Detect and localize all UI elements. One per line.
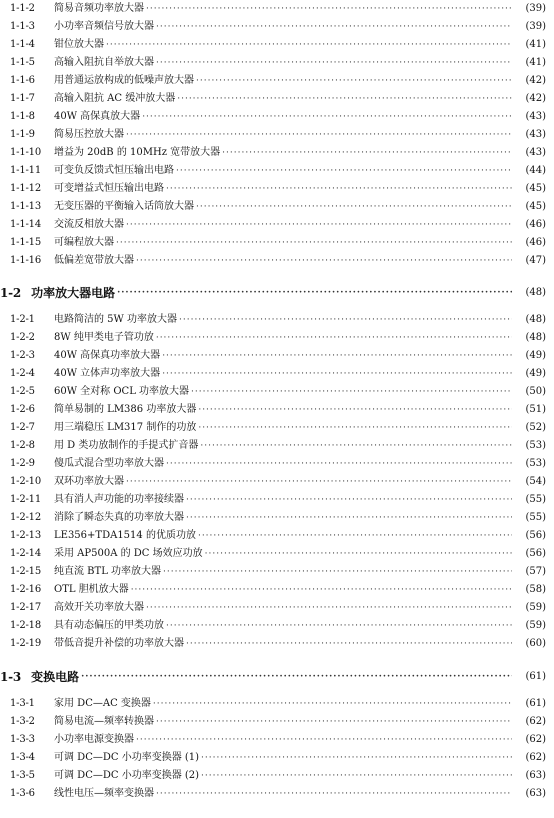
entry-number: 1-2-12 [10,512,42,523]
entry-title: 交流反相放大器 [54,219,124,230]
entry-number: 1-1-13 [10,201,42,212]
leader-dots [191,383,512,401]
toc-entry[interactable] [0,198,554,216]
leader-dots [116,234,512,252]
toc-entry[interactable] [0,509,554,527]
entry-page: (42) [525,93,546,104]
entry-page: (60) [525,638,546,649]
entry-title: 带低音提升补偿的功率放大器 [54,638,184,649]
entry-page: (43) [525,111,546,122]
leader-dots [179,311,512,329]
leader-dots [162,347,512,365]
entry-page: (52) [525,422,546,433]
toc-entry[interactable] [0,731,554,749]
entry-page: (41) [525,39,546,50]
entry-number: 1-1-11 [10,165,42,176]
leader-dots [146,0,512,18]
entry-number: 1-1-5 [10,57,35,68]
entry-number: 1-2-19 [10,638,42,649]
section-number: 1-3 [0,670,22,684]
section-page: (61) [525,671,546,682]
entry-number: 1-2-17 [10,602,42,613]
entry-title: 高输入阻抗 AC 缓冲放大器 [54,93,176,104]
entry-number: 1-1-14 [10,219,42,230]
entry-title: 可调 DC—DC 小功率变换器 (2) [54,770,200,781]
entry-number: 1-2-9 [10,458,35,469]
entry-page: (41) [525,57,546,68]
entry-page: (62) [525,734,546,745]
leader-dots [177,90,512,108]
entry-page: (49) [525,368,546,379]
toc-entry[interactable] [0,419,554,437]
leader-dots [198,401,512,419]
toc-entry[interactable] [0,617,554,635]
leader-dots [106,36,512,54]
toc-entry[interactable] [0,144,554,162]
entry-number: 1-2-3 [10,350,35,361]
entry-title: 线性电压—频率变换器 [54,788,154,799]
leader-dots [131,581,512,599]
entry-page: (49) [525,350,546,361]
entry-title: 40W 高保真放大器 [54,111,141,122]
entry-page: (39) [525,3,546,14]
toc-entry[interactable] [0,695,554,713]
entry-title: 采用 AP500A 的 DC 场效应功放 [54,548,203,559]
entry-title: 消除了瞬态失真的功率放大器 [54,512,184,523]
leader-dots [196,198,512,216]
entry-number: 1-3-1 [10,698,35,709]
leader-dots [81,668,512,686]
leader-dots [205,545,512,563]
entry-number: 1-2-11 [10,494,42,505]
entry-page: (63) [525,770,546,781]
leader-dots [126,216,512,234]
leader-dots [166,180,512,198]
entry-page: (55) [525,494,546,505]
leader-dots [186,509,512,527]
leader-dots [201,767,512,785]
leader-dots [136,252,512,270]
toc-entry[interactable] [0,527,554,545]
section-number: 1-2 [0,286,22,300]
toc-entry[interactable] [0,749,554,767]
entry-number: 1-2-15 [10,566,42,577]
entry-title: 简易压控放大器 [54,129,124,140]
entry-number: 1-2-1 [10,314,35,325]
entry-title: 可变负反馈式恒压输出电路 [54,165,174,176]
entry-number: 1-2-13 [10,530,42,541]
toc-entry[interactable] [0,473,554,491]
leader-dots [186,491,512,509]
leader-dots [201,749,512,767]
toc-entry[interactable] [0,311,554,329]
entry-page: (54) [525,476,546,487]
entry-title: 小功率电源变换器 [54,734,134,745]
toc-entry[interactable] [0,437,554,455]
entry-page: (62) [525,716,546,727]
entry-number: 1-2-8 [10,440,35,451]
leader-dots [198,527,512,545]
leader-dots [196,72,512,90]
toc-entry[interactable] [0,162,554,180]
entry-number: 1-3-5 [10,770,35,781]
toc-entry[interactable] [0,545,554,563]
entry-number: 1-1-12 [10,183,42,194]
entry-page: (43) [525,129,546,140]
toc-entry[interactable] [0,329,554,347]
entry-page: (51) [525,404,546,415]
leader-dots [156,785,512,803]
entry-page: (53) [525,440,546,451]
entry-title: 家用 DC—AC 变换器 [54,698,151,709]
toc-entry[interactable] [0,491,554,509]
entry-page: (56) [525,530,546,541]
entry-page: (48) [525,314,546,325]
toc-entry[interactable] [0,365,554,383]
entry-number: 1-1-7 [10,93,35,104]
entry-title: 傻瓜式混合型功率放大器 [54,458,164,469]
entry-number: 1-2-5 [10,386,35,397]
entry-page: (46) [525,219,546,230]
toc-entry[interactable] [0,90,554,108]
entry-page: (59) [525,620,546,631]
leader-dots [156,18,512,36]
entry-number: 1-3-6 [10,788,35,799]
entry-page: (50) [525,386,546,397]
leader-dots [176,162,512,180]
toc-section-heading[interactable] [0,282,554,304]
entry-title: 60W 全对称 OCL 功率放大器 [54,386,190,397]
entry-number: 1-2-2 [10,332,35,343]
entry-title: 40W 立体声功率放大器 [54,368,161,379]
toc-entry[interactable] [0,36,554,54]
entry-page: (48) [525,332,546,343]
entry-title: 可调 DC—DC 小功率变换器 (1) [54,752,200,763]
entry-number: 1-2-4 [10,368,35,379]
section-title: 功率放大器电路 [31,286,116,300]
entry-number: 1-1-9 [10,129,35,140]
entry-title: 双环功率放大器 [54,476,124,487]
entry-page: (47) [525,255,546,266]
toc-entry[interactable] [0,252,554,270]
entry-title: 简单易制的 LM386 功率放大器 [54,404,197,415]
leader-dots [142,108,512,126]
toc-entry[interactable] [0,713,554,731]
toc-entry[interactable] [0,563,554,581]
entry-page: (61) [525,698,546,709]
entry-number: 1-2-10 [10,476,42,487]
entry-title: 低偏差宽带放大器 [54,255,134,266]
toc-section-heading[interactable] [0,666,554,688]
entry-page: (56) [525,548,546,559]
leader-dots [166,455,512,473]
entry-title: 可变增益式恒压输出电路 [54,183,164,194]
leader-dots [222,144,512,162]
entry-title: 具有消人声功能的功率接续器 [54,494,184,505]
entry-title: 高输入阻抗自举放大器 [54,57,154,68]
entry-number: 1-1-4 [10,39,35,50]
entry-page: (63) [525,788,546,799]
toc-entry[interactable] [0,54,554,72]
entry-number: 1-1-2 [10,3,35,14]
toc-entry[interactable] [0,581,554,599]
leader-dots [166,617,512,635]
entry-number: 1-2-7 [10,422,35,433]
entry-title: 简易音频功率放大器 [54,3,144,14]
entry-title: 用 D 类功放制作的手提式扩音器 [54,440,199,451]
entry-number: 1-1-16 [10,255,42,266]
entry-number: 1-2-18 [10,620,42,631]
leader-dots [136,731,512,749]
entry-page: (46) [525,237,546,248]
toc-entry[interactable] [0,599,554,617]
entry-title: 纯直流 BTL 功率放大器 [54,566,162,577]
toc-entry[interactable] [0,180,554,198]
toc-entry[interactable] [0,785,554,803]
entry-title: 40W 高保真功率放大器 [54,350,161,361]
leader-dots [146,599,512,617]
leader-dots [126,126,512,144]
toc-entry[interactable] [0,108,554,126]
entry-title: 小功率音频信号放大器 [54,21,154,32]
entry-page: (44) [525,165,546,176]
entry-number: 1-1-3 [10,21,35,32]
leader-dots [156,54,512,72]
toc-entry[interactable] [0,72,554,90]
entry-title: 电路简洁的 5W 功率放大器 [54,314,177,325]
leader-dots [200,437,512,455]
leader-dots [117,284,512,302]
toc-entry[interactable] [0,455,554,473]
leader-dots [198,419,512,437]
toc-entry[interactable] [0,234,554,252]
leader-dots [162,365,512,383]
entry-title: 增益为 20dB 的 10MHz 宽带放大器 [54,147,221,158]
entry-page: (62) [525,752,546,763]
entry-number: 1-2-14 [10,548,42,559]
leader-dots [126,473,512,491]
entry-title: 8W 纯甲类电子管功放 [54,332,154,343]
leader-dots [186,635,512,653]
entry-number: 1-2-6 [10,404,35,415]
entry-page: (39) [525,21,546,32]
entry-title: 无变压器的平衡输入话筒放大器 [54,201,194,212]
entry-page: (45) [525,201,546,212]
entry-number: 1-1-10 [10,147,42,158]
entry-number: 1-3-2 [10,716,35,727]
toc-entry[interactable] [0,767,554,785]
entry-title: 用三端稳压 LM317 制作的功放 [54,422,197,433]
entry-title: OTL 胆机放大器 [54,584,129,595]
entry-number: 1-1-6 [10,75,35,86]
entry-number: 1-1-15 [10,237,42,248]
leader-dots [153,695,512,713]
entry-title: 简易电流—频率转换器 [54,716,154,727]
entry-page: (59) [525,602,546,613]
entry-number: 1-2-16 [10,584,42,595]
section-title: 变换电路 [31,670,80,684]
entry-number: 1-3-3 [10,734,35,745]
toc-entry[interactable] [0,635,554,653]
entry-page: (55) [525,512,546,523]
entry-title: 钳位放大器 [54,39,104,50]
leader-dots [163,563,512,581]
toc-entry[interactable] [0,401,554,419]
toc-entry[interactable] [0,18,554,36]
toc-entry[interactable] [0,383,554,401]
entry-number: 1-1-8 [10,111,35,122]
entry-title: LE356+TDA1514 的优质功放 [54,530,196,541]
entry-page: (57) [525,566,546,577]
leader-dots [156,329,512,347]
entry-page: (53) [525,458,546,469]
entry-page: (43) [525,147,546,158]
toc-entry[interactable] [0,126,554,144]
entry-title: 具有动态偏压的甲类功放 [54,620,164,631]
entry-title: 高效开关功率放大器 [54,602,144,613]
entry-page: (42) [525,75,546,86]
leader-dots [156,713,512,731]
section-page: (48) [525,287,546,298]
entry-title: 用普通运放构成的低噪声放大器 [54,75,194,86]
toc-entry[interactable] [0,216,554,234]
entry-page: (58) [525,584,546,595]
entry-page: (45) [525,183,546,194]
toc-entry[interactable] [0,347,554,365]
entry-number: 1-3-4 [10,752,35,763]
toc-entry[interactable] [0,0,554,18]
entry-title: 可编程放大器 [54,237,114,248]
